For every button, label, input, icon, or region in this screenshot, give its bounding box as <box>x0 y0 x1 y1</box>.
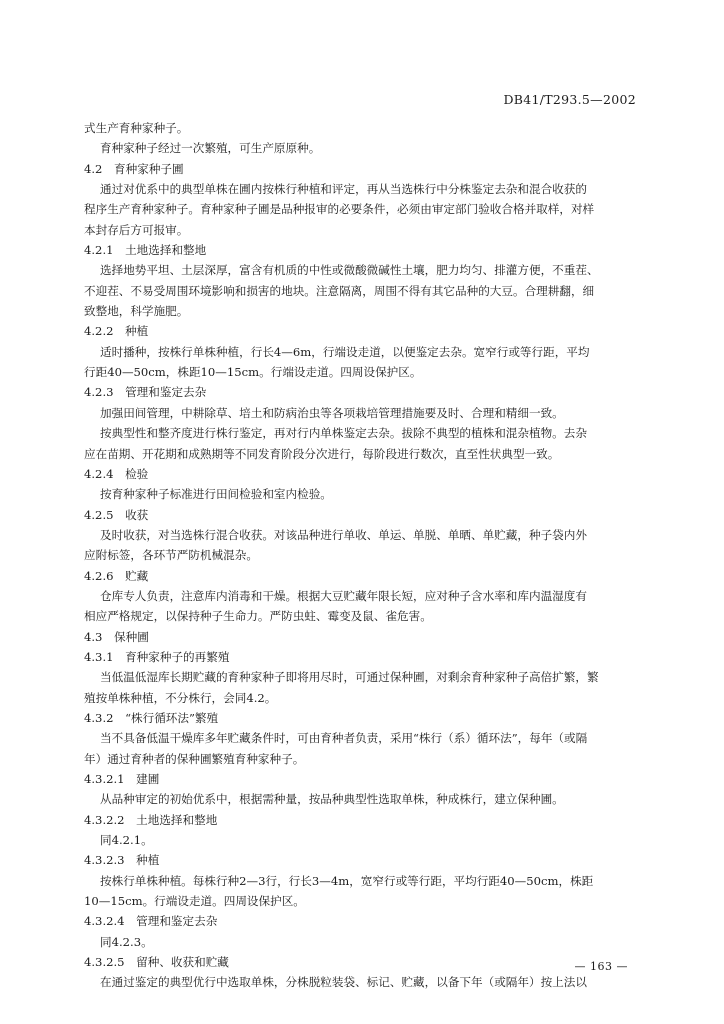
text-line: 适时播种，按株行单株种植，行长4—6m，行端设走道，以便鉴定去杂。宽窄行或等行距，平均 <box>100 344 590 359</box>
text-line: 10—15cm。行端设走道。四周设保护区。 <box>84 894 305 909</box>
text-line: 4.2.2 种植 <box>84 324 149 339</box>
text-line: 4.2.5 收获 <box>84 507 149 522</box>
text-line: 本封存后方可报审。 <box>84 222 189 237</box>
text-line: 4.2.1 土地选择和整地 <box>84 243 207 258</box>
text-line: 仓库专人负责，注意库内消毒和干燥。根据大豆贮藏年限长短，应对种子含水率和库内温湿度有 <box>100 588 587 603</box>
text-line: 4.3 保种圃 <box>84 629 149 644</box>
text-line: 加强田间管理，中耕除草、培土和防病治虫等各项栽培管理措施要及时、合理和精细一致。 <box>100 405 564 420</box>
document-body <box>84 118 630 993</box>
document-code: DB41/T293.5—2002 <box>503 92 636 107</box>
text-line: 年）通过育种者的保种圃繁殖育种家种子。 <box>84 751 305 766</box>
text-line: 不迎茬、不易受周围环境影响和损害的地块。注意隔离，周围不得有其它品种的大豆。合理耕翻，细 <box>84 283 595 298</box>
text-line: 同4.2.1。 <box>100 833 153 848</box>
text-line: 4.3.2.5 留种、收获和贮藏 <box>84 955 229 970</box>
text-line: 按育种家种子标准进行田间检验和室内检验。 <box>100 487 332 502</box>
text-line: 4.3.2.1 建圃 <box>84 772 160 786</box>
text-line: 致整地，科学施肥。 <box>84 304 189 319</box>
text-line: 同4.2.3。 <box>100 934 153 949</box>
text-line: 4.2 育种家种子圃 <box>84 161 184 176</box>
text-line: 及时收获，对当选株行混合收获。对该品种进行单收、单运、单脱、单晒、单贮藏，种子袋内外 <box>100 527 587 542</box>
text-line: 当不具备低温干燥库多年贮藏条件时，可由育种者负责，采用“株行（系）循环法”，每年（或隔 <box>100 731 588 746</box>
text-line: 当低温低湿库长期贮藏的育种家种子即将用尽时，可通过保种圃，对剩余育种家种子高倍扩繁，繁 <box>100 670 599 685</box>
text-line: 4.3.1 育种家种子的再繁殖 <box>84 649 230 664</box>
text-line: 在通过鉴定的典型优行中选取单株，分株脱粒装袋、标记、贮藏，以备下年（或隔年）按上法以 <box>100 975 587 990</box>
text-line: 程序生产育种家种子。育种家种子圃是品种报审的必要条件，必须由审定部门验收合格并取样，对样 <box>84 202 595 217</box>
text-line: 4.2.6 贮藏 <box>84 568 149 583</box>
text-line: 4.3.2.4 管理和鉴定去杂 <box>84 914 218 929</box>
text-line: 4.2.3 管理和鉴定去杂 <box>84 385 207 400</box>
text-line: 应附标签，各环节严防机械混杂。 <box>84 548 258 563</box>
text-line: 按典型性和整齐度进行株行鉴定，再对行内单株鉴定去杂。拔除不典型的植株和混杂植物。去杂 <box>100 426 587 441</box>
text-line: 4.3.2.3 种植 <box>84 853 160 868</box>
text-line: 选择地势平坦、土层深厚，富含有机质的中性或微酸微碱性土壤，肥力均匀、排灌方便，不重茬、 <box>100 263 599 278</box>
text-line: 相应严格规定，以保持种子生命力。严防虫蛀、霉变及鼠、雀危害。 <box>84 609 432 624</box>
text-line: 4.3.2 “株行循环法”繁殖 <box>84 710 219 725</box>
text-line: 4.2.4 检验 <box>84 466 149 481</box>
text-line: 应在苗期、开花期和成熟期等不同发育阶段分次进行，每阶段进行数次，直至性状典型一致。 <box>84 446 560 461</box>
text-line: 殖按单株种植，不分株行，会同4.2。 <box>84 690 277 705</box>
page-number: — 163 — <box>574 960 628 973</box>
text-line: 从品种审定的初始优系中，根据需种量，按品种典型性选取单株，种成株行，建立保种圃。 <box>100 792 564 807</box>
text-line: 4.3.2.2 土地选择和整地 <box>84 812 218 827</box>
text-line: 行距40—50cm，株距10—15cm。行端设走道。四周设保护区。 <box>84 365 422 380</box>
text-line: 按株行单株种植。每株行种2—3行，行长3—4m，宽窄行或等行距，平均行距40—50cm，株距 <box>100 873 594 888</box>
text-line: 育种家种子经过一次繁殖，可生产原原种。 <box>100 141 321 156</box>
text-line: 式生产育种家种子。 <box>84 121 189 135</box>
text-line: 通过对优系中的典型单株在圃内按株行种植和评定，再从当选株行中分株鉴定去杂和混合收获的 <box>100 182 587 197</box>
